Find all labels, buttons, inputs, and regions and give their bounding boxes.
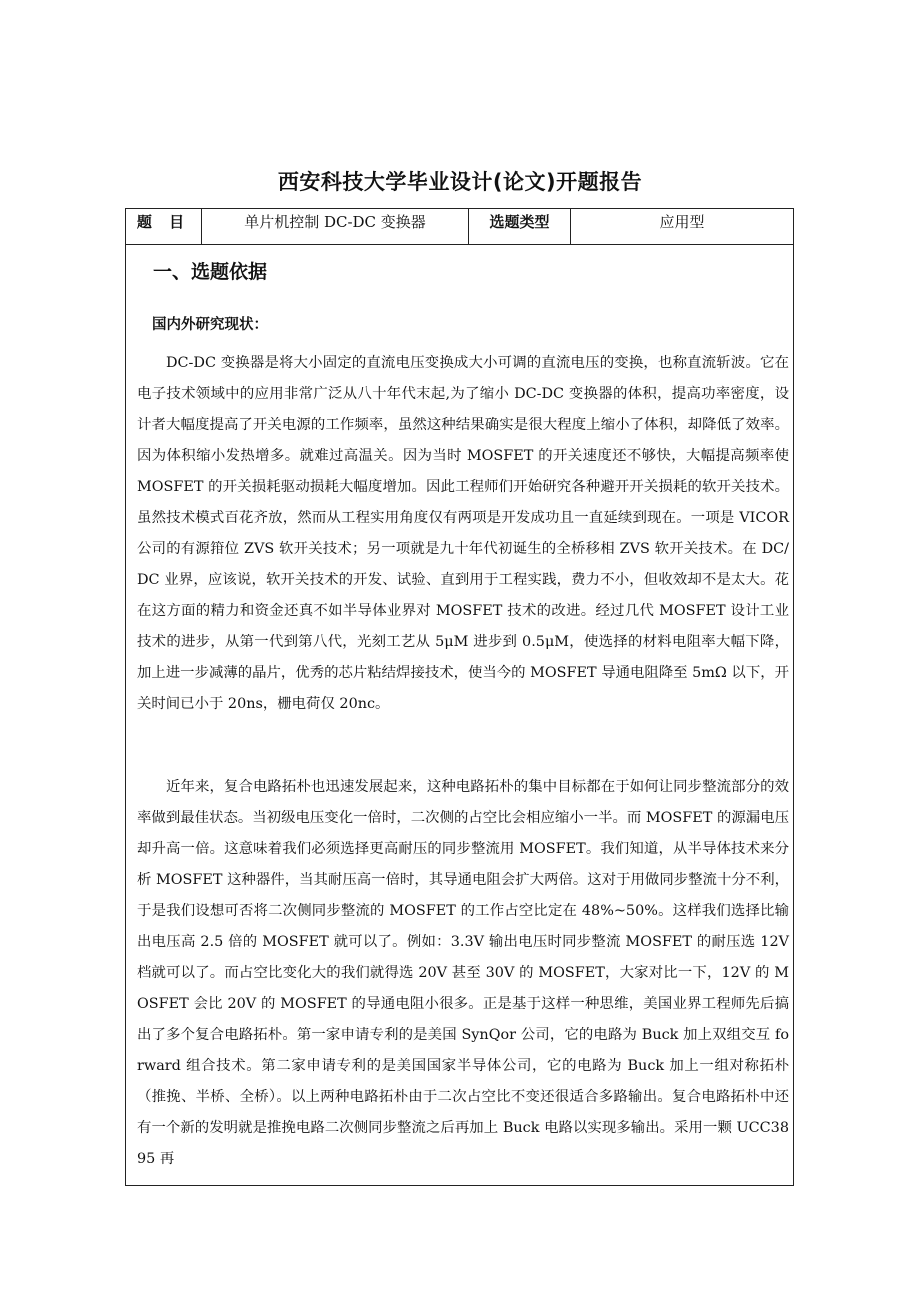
header-row [126, 209, 793, 245]
report-table [125, 208, 794, 1186]
section-subheading: 国内外研究现状： [152, 317, 268, 333]
section-heading: 一、选题依据 [153, 261, 268, 283]
document-title: 西安科技大学毕业设计(论文)开题报告 [277, 170, 643, 194]
paragraph: 近年来，复合电路拓朴也迅速发展起来，这种电路拓朴的集中目标都在于如何让同步整流部分的效率做到最佳状态。当初级电压变化一倍时，二次侧的占空比会相应缩小一半。而 MOSFET 的源漏电压却升高一倍。这意味着我们必须选择更高耐压的同步整流用 MOSFET。我们知道，从半导体技术来分析 MOSFET 这种器件，当其耐压高一倍时，其导通电阻会扩大两倍。这对于用做同步整流十分不利，于是我们设想可否将二次侧同步整流的 MOSFET 的工作占空比定在 48%~50%。这样我们选择比输出电压高 2.5 倍的 MOSFET 就可以了。例如：3.3V 输出电压时同步整流 MOSFET 的耐压选 12V 档就可以了。而占空比变化大的我们就得选 20V 甚至 30V 的 MOSFET，大家对比一下，12V 的 MOSFET 会比 20V 的 MOSFET 的导通电阻小很多。正是基于这样一种思维，美国业界工程师先后搞出了多个复合电路拓朴。第一家申请专利的是美国 SynQor 公司，它的电路为 Buck 加上双组交互 forward 组合技术。第二家申请专利的是美国国家半导体公司，它的电路为 Buck 加上一组对称拓朴（推挽、半桥、全桥）。以上两种电路拓朴由于二次占空比不变还很适合多路输出。复合电路拓朴中还有一个新的发明就是推挽电路二次侧同步整流之后再加上 Buck 电路以实现多输出。采用一颗 UCC3895 再 [137, 779, 789, 1167]
topic-value: 单片机控制 DC-DC 变换器 [202, 209, 469, 244]
type-label: 选题类型 [469, 209, 571, 244]
topic-label: 题 目 [126, 209, 202, 244]
paragraph: DC-DC 变换器是将大小固定的直流电压变换成大小可调的直流电压的变换，也称直流斩波。它在电子技术领域中的应用非常广泛从八十年代末起,为了缩小 DC-DC 变换器的体积，提高功率密度，设计者大幅度提高了开关电源的工作频率，虽然这种结果确实是很大程度上缩小了体积，却降低了效率。因为体积缩小发热增多。就难过高温关。因为当时 MOSFET 的开关速度还不够快，大幅提高频率使 MOSFET 的开关损耗驱动损耗大幅度增加。因此工程师们开始研究各种避开开关损耗的软开关技术。虽然技术模式百花齐放，然而从工程实用角度仅有两项是开发成功且一直延续到现在。一项是 VICOR 公司的有源箝位 ZVS 软开关技术；另一项就是九十年代初诞生的全桥移相 ZVS 软开关技术。在 DC/DC 业界，应该说，软开关技术的开发、试验、直到用于工程实践，费力不小，但收效却不是太大。花在这方面的精力和资金还真不如半导体业界对 MOSFET 技术的改进。经过几代 MOSFET 设计工业技术的进步，从第一代到第八代，光刻工艺从 5μM 进步到 0.5μM，使选择的材料电阻率大幅下降，加上进一步减薄的晶片，优秀的芯片粘结焊接技术，使当今的 MOSFET 导通电阻降至 5mΩ 以下，开关时间已小于 20ns，栅电荷仅 20nc。 [137, 355, 789, 712]
type-value: 应用型 [659, 213, 705, 231]
